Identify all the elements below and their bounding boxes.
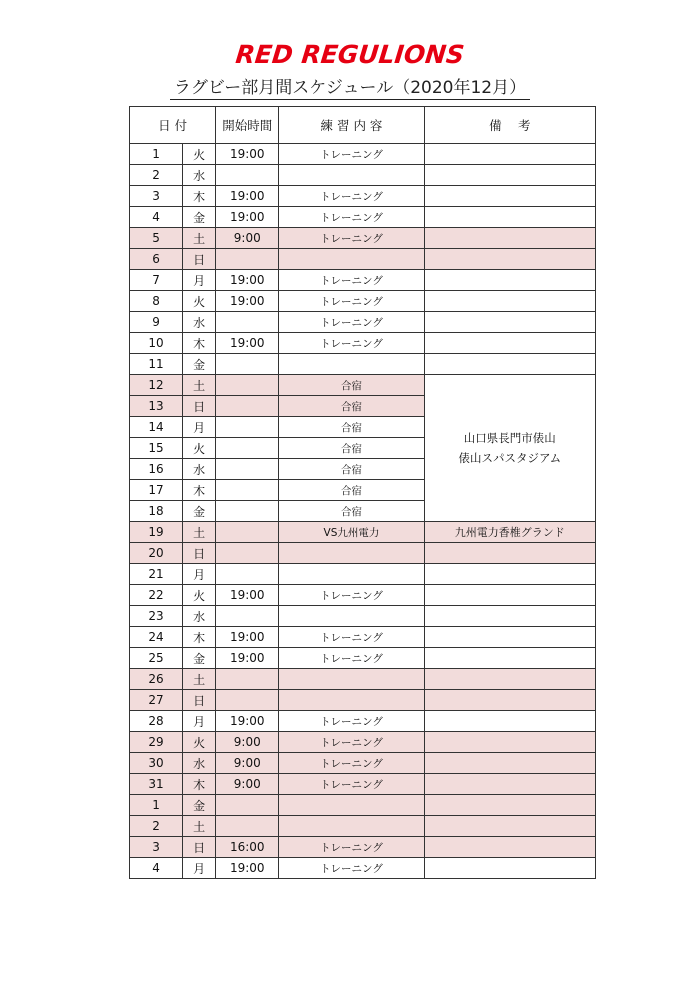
start-time-cell: 9:00 — [216, 774, 279, 795]
start-time-cell: 9:00 — [216, 228, 279, 249]
notes-cell — [424, 669, 595, 690]
weekday-cell: 土 — [183, 375, 216, 396]
day-cell: 3 — [130, 837, 183, 858]
practice-cell: トレーニング — [279, 291, 424, 312]
table-row — [130, 165, 596, 186]
start-time-cell — [216, 312, 279, 333]
weekday-cell: 木 — [183, 627, 216, 648]
weekday-cell: 火 — [183, 585, 216, 606]
table-row — [130, 690, 596, 711]
weekday-cell: 木 — [183, 333, 216, 354]
day-cell: 2 — [130, 165, 183, 186]
table-row — [130, 648, 596, 669]
practice-cell: トレーニング — [279, 144, 424, 165]
table-row — [130, 837, 596, 858]
start-time-cell — [216, 165, 279, 186]
start-time-cell: 9:00 — [216, 732, 279, 753]
notes-cell — [424, 585, 595, 606]
day-cell: 6 — [130, 249, 183, 270]
weekday-cell: 木 — [183, 774, 216, 795]
start-time-cell: 19:00 — [216, 627, 279, 648]
start-time-cell: 19:00 — [216, 186, 279, 207]
practice-cell: 合宿 — [279, 375, 424, 396]
practice-cell — [279, 249, 424, 270]
practice-cell — [279, 690, 424, 711]
table-row — [130, 354, 596, 375]
day-cell: 5 — [130, 228, 183, 249]
start-time-cell: 19:00 — [216, 144, 279, 165]
weekday-cell: 土 — [183, 669, 216, 690]
table-row — [130, 711, 596, 732]
start-time-cell — [216, 690, 279, 711]
start-time-cell — [216, 438, 279, 459]
day-cell: 22 — [130, 585, 183, 606]
practice-cell — [279, 165, 424, 186]
table-row — [130, 627, 596, 648]
weekday-cell: 日 — [183, 396, 216, 417]
start-time-cell — [216, 816, 279, 837]
weekday-cell: 日 — [183, 690, 216, 711]
notes-cell — [424, 774, 595, 795]
notes-cell — [424, 732, 595, 753]
weekday-cell: 木 — [183, 480, 216, 501]
start-time-cell — [216, 501, 279, 522]
practice-cell: トレーニング — [279, 228, 424, 249]
day-cell: 1 — [130, 795, 183, 816]
notes-cell — [424, 795, 595, 816]
practice-cell — [279, 606, 424, 627]
start-time-cell — [216, 396, 279, 417]
table-row — [130, 522, 596, 543]
weekday-cell: 水 — [183, 753, 216, 774]
day-cell: 21 — [130, 564, 183, 585]
day-cell: 3 — [130, 186, 183, 207]
practice-cell — [279, 543, 424, 564]
notes-cell — [424, 270, 595, 291]
start-time-cell — [216, 543, 279, 564]
notes-cell — [424, 564, 595, 585]
practice-cell — [279, 354, 424, 375]
start-time-cell: 19:00 — [216, 711, 279, 732]
notes-cell — [424, 312, 595, 333]
notes-cell — [424, 207, 595, 228]
weekday-cell: 日 — [183, 837, 216, 858]
notes-cell — [424, 753, 595, 774]
day-cell: 30 — [130, 753, 183, 774]
practice-cell: 合宿 — [279, 480, 424, 501]
notes-cell — [424, 837, 595, 858]
day-cell: 9 — [130, 312, 183, 333]
weekday-cell: 火 — [183, 438, 216, 459]
practice-cell: トレーニング — [279, 270, 424, 291]
notes-cell — [424, 606, 595, 627]
practice-cell: トレーニング — [279, 711, 424, 732]
start-time-cell: 19:00 — [216, 207, 279, 228]
table-row — [130, 585, 596, 606]
start-time-cell — [216, 669, 279, 690]
weekday-cell: 金 — [183, 648, 216, 669]
day-cell: 4 — [130, 858, 183, 879]
day-cell: 14 — [130, 417, 183, 438]
table-row — [130, 543, 596, 564]
table-row — [130, 795, 596, 816]
weekday-cell: 土 — [183, 816, 216, 837]
table-row — [130, 774, 596, 795]
notes-cell — [424, 627, 595, 648]
day-cell: 8 — [130, 291, 183, 312]
table-row — [130, 270, 596, 291]
table-row — [130, 669, 596, 690]
notes-cell — [424, 690, 595, 711]
day-cell: 17 — [130, 480, 183, 501]
day-cell: 12 — [130, 375, 183, 396]
start-time-cell — [216, 375, 279, 396]
practice-cell: 合宿 — [279, 396, 424, 417]
start-time-cell: 9:00 — [216, 753, 279, 774]
weekday-cell: 水 — [183, 459, 216, 480]
notes-cell — [424, 249, 595, 270]
table-row — [130, 312, 596, 333]
practice-cell: 合宿 — [279, 501, 424, 522]
weekday-cell: 火 — [183, 144, 216, 165]
practice-cell: トレーニング — [279, 585, 424, 606]
day-cell: 20 — [130, 543, 183, 564]
practice-cell: トレーニング — [279, 207, 424, 228]
start-time-cell — [216, 417, 279, 438]
schedule-rows — [130, 144, 596, 879]
practice-cell: トレーニング — [279, 648, 424, 669]
day-cell: 4 — [130, 207, 183, 228]
day-cell: 11 — [130, 354, 183, 375]
practice-cell — [279, 795, 424, 816]
start-time-cell — [216, 522, 279, 543]
practice-cell: 合宿 — [279, 417, 424, 438]
schedule-table — [129, 106, 596, 879]
start-time-cell: 19:00 — [216, 648, 279, 669]
weekday-cell: 火 — [183, 291, 216, 312]
page-title — [0, 73, 700, 98]
day-cell: 15 — [130, 438, 183, 459]
practice-cell: トレーニング — [279, 312, 424, 333]
notes-cell — [424, 711, 595, 732]
day-cell: 25 — [130, 648, 183, 669]
day-cell: 27 — [130, 690, 183, 711]
practice-cell: トレーニング — [279, 627, 424, 648]
day-cell: 13 — [130, 396, 183, 417]
weekday-cell: 土 — [183, 522, 216, 543]
practice-cell: 合宿 — [279, 459, 424, 480]
practice-cell: トレーニング — [279, 774, 424, 795]
column-header-date: 日 付 — [130, 107, 216, 144]
weekday-cell: 金 — [183, 795, 216, 816]
start-time-cell — [216, 354, 279, 375]
day-cell: 1 — [130, 144, 183, 165]
weekday-cell: 火 — [183, 732, 216, 753]
notes-cell — [424, 354, 595, 375]
camp-note-line2: 俵山スパスタジアム — [458, 451, 562, 465]
table-header-row — [130, 107, 596, 144]
start-time-cell — [216, 249, 279, 270]
start-time-cell — [216, 564, 279, 585]
day-cell: 23 — [130, 606, 183, 627]
practice-cell: トレーニング — [279, 753, 424, 774]
table-row — [130, 753, 596, 774]
table-row — [130, 732, 596, 753]
practice-cell — [279, 816, 424, 837]
notes-cell: 九州電力香椎グランド — [424, 522, 595, 543]
table-row — [130, 207, 596, 228]
practice-cell: トレーニング — [279, 186, 424, 207]
day-cell: 16 — [130, 459, 183, 480]
practice-cell: トレーニング — [279, 333, 424, 354]
day-cell: 29 — [130, 732, 183, 753]
table-row — [130, 228, 596, 249]
practice-cell: VS九州電力 — [279, 522, 424, 543]
column-header-notes: 備 考 — [424, 107, 595, 144]
weekday-cell: 土 — [183, 228, 216, 249]
weekday-cell: 月 — [183, 417, 216, 438]
weekday-cell: 金 — [183, 354, 216, 375]
table-row — [130, 816, 596, 837]
notes-cell — [424, 165, 595, 186]
notes-cell — [424, 228, 595, 249]
table-row — [130, 333, 596, 354]
weekday-cell: 水 — [183, 165, 216, 186]
weekday-cell: 月 — [183, 564, 216, 585]
day-cell: 28 — [130, 711, 183, 732]
weekday-cell: 水 — [183, 606, 216, 627]
notes-cell — [424, 648, 595, 669]
notes-cell — [424, 858, 595, 879]
start-time-cell: 19:00 — [216, 333, 279, 354]
column-header-practice: 練 習 内 容 — [279, 107, 424, 144]
start-time-cell — [216, 480, 279, 501]
start-time-cell — [216, 606, 279, 627]
notes-cell — [424, 543, 595, 564]
brand-logo: RED REGULIONS — [234, 40, 466, 69]
table-row — [130, 564, 596, 585]
start-time-cell: 19:00 — [216, 291, 279, 312]
table-row — [130, 291, 596, 312]
table-row — [130, 249, 596, 270]
table-row — [130, 858, 596, 879]
day-cell: 26 — [130, 669, 183, 690]
notes-cell — [424, 291, 595, 312]
weekday-cell: 金 — [183, 207, 216, 228]
weekday-cell: 月 — [183, 711, 216, 732]
notes-cell — [424, 144, 595, 165]
day-cell: 10 — [130, 333, 183, 354]
table-row — [130, 606, 596, 627]
weekday-cell: 木 — [183, 186, 216, 207]
practice-cell: トレーニング — [279, 837, 424, 858]
weekday-cell: 月 — [183, 858, 216, 879]
practice-cell — [279, 669, 424, 690]
notes-cell — [424, 186, 595, 207]
day-cell: 19 — [130, 522, 183, 543]
column-header-start-time: 開始時間 — [216, 107, 279, 144]
start-time-cell: 19:00 — [216, 270, 279, 291]
start-time-cell — [216, 459, 279, 480]
day-cell: 7 — [130, 270, 183, 291]
notes-cell — [424, 333, 595, 354]
start-time-cell: 19:00 — [216, 585, 279, 606]
day-cell: 18 — [130, 501, 183, 522]
camp-note-line1: 山口県長門市俵山 — [463, 431, 556, 445]
weekday-cell: 月 — [183, 270, 216, 291]
start-time-cell: 16:00 — [216, 837, 279, 858]
practice-cell — [279, 564, 424, 585]
day-cell: 2 — [130, 816, 183, 837]
page-title-text: ラグビー部月間スケジュール（2020年12月） — [170, 78, 530, 100]
practice-cell: 合宿 — [279, 438, 424, 459]
table-row — [130, 375, 596, 396]
camp-location-note — [424, 375, 595, 522]
day-cell: 24 — [130, 627, 183, 648]
start-time-cell: 19:00 — [216, 858, 279, 879]
notes-cell — [424, 816, 595, 837]
weekday-cell: 水 — [183, 312, 216, 333]
table-row — [130, 186, 596, 207]
weekday-cell: 日 — [183, 249, 216, 270]
weekday-cell: 日 — [183, 543, 216, 564]
practice-cell: トレーニング — [279, 732, 424, 753]
day-cell: 31 — [130, 774, 183, 795]
start-time-cell — [216, 795, 279, 816]
table-row — [130, 144, 596, 165]
practice-cell: トレーニング — [279, 858, 424, 879]
weekday-cell: 金 — [183, 501, 216, 522]
